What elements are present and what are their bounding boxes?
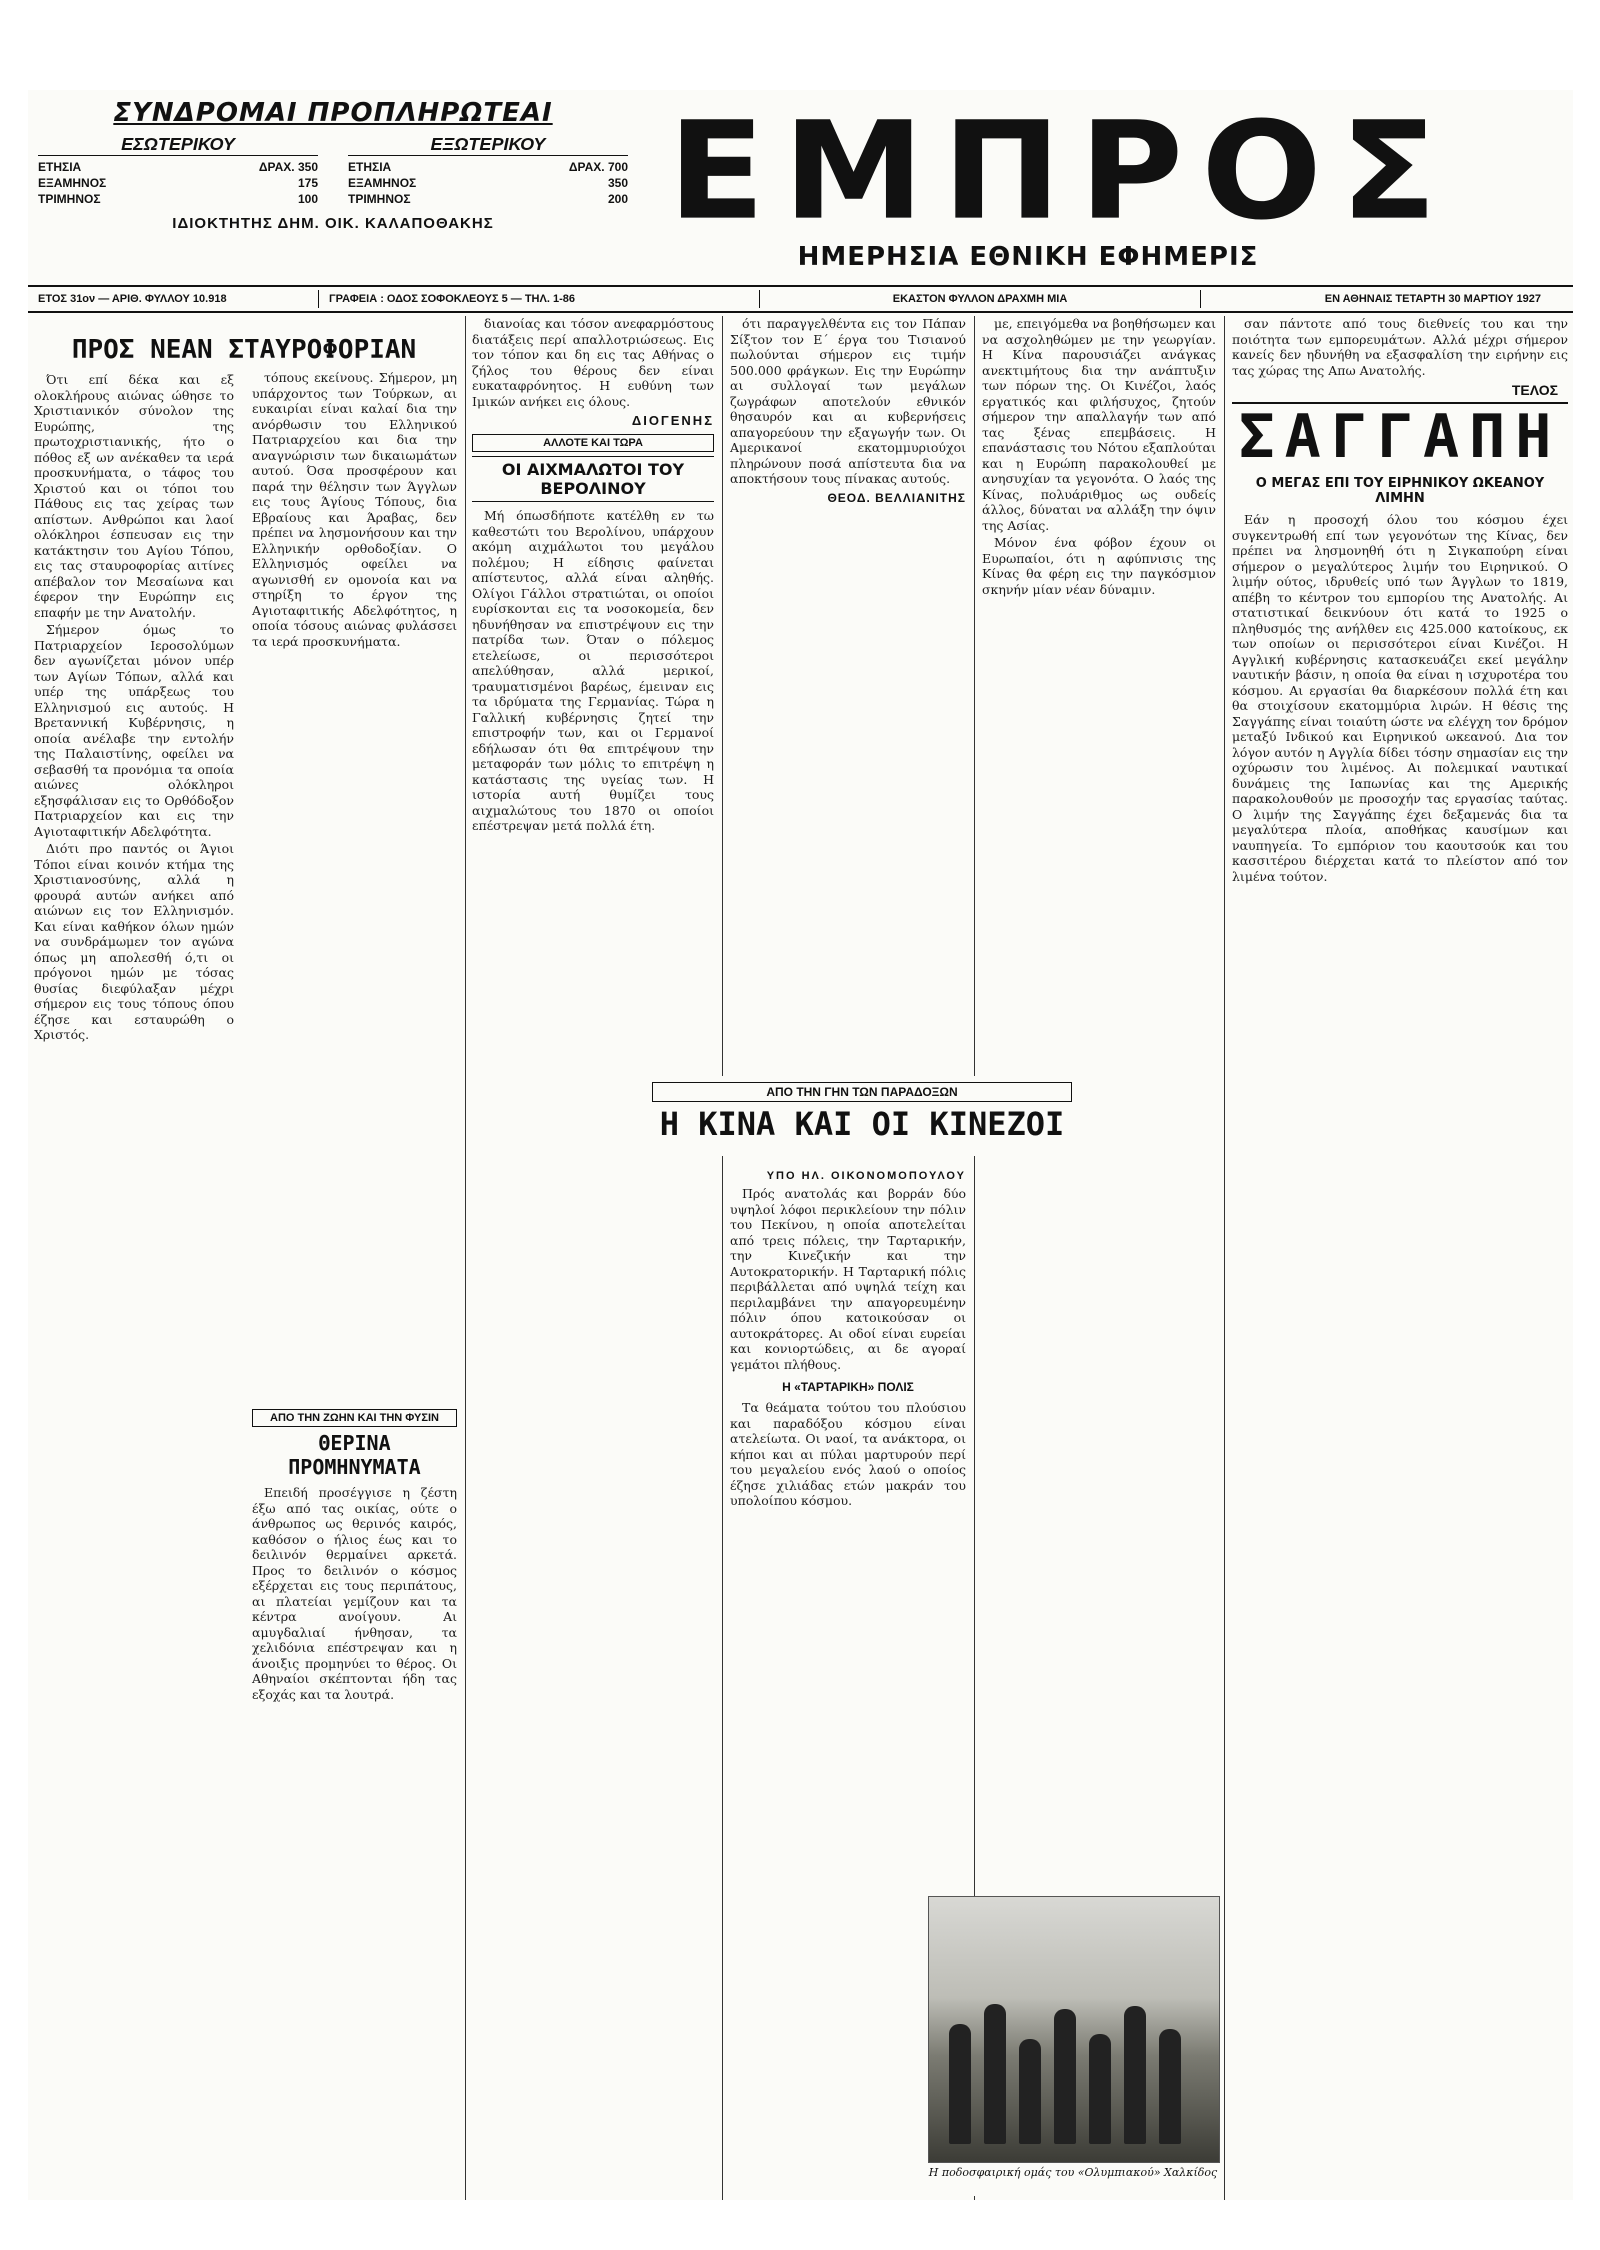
photo-caption: Η ποδοσφαιρική ομάς του «Ολυμπιακού» Χαλκίδος [928,2166,1218,2179]
china-kicker: ΑΠΟ ΤΗΝ ΓΗΝ ΤΩΝ ΠΑΡΑΔΟΞΩΝ [652,1082,1072,1102]
rate-row [38,175,318,191]
end-mark: ΤΕΛΟΣ [1511,382,1558,398]
singapore-headline: ΣΑΓΓΑΠΗ [1232,402,1568,470]
dateline-bar [28,285,1573,313]
rate-price: 200 [607,192,628,206]
newspaper-subtitle: ΗΜΕΡΗΣΙΑ ΕΘΝΙΚΗ ΕΦΗΜΕΡΙΣ [797,242,1259,272]
paragraph: Μή όπωσδήποτε κατέλθη εν τω καθεστώτι του Βερολίνου, υπάρχουν ακόμη αιχμάλωτοι του μεγάλου πολέμου; Η είδησις φαίνεται απίστευτος, αλλά είναι αληθής. Ολίγοι Γάλλοι στρατιώται, οι οποίοι ευρίσκονται εις τα νοσοκομεία, δεν ηδυνήθησαν να επιστρέψουν εις την πατρίδα των. Όταν ο πόλεμος ετελείωσε, οι περισσότεροι απελύθησαν, αλλά μερικοί, τραυματισμένοι βαρέως, έμειναν εις τα ιδρύματα της Γερμανίας. Τώρα η Γαλλική κυβέρνησις ζητεί την επιστροφήν των, και οι Γερμανοί εδήλωσαν ότι θα επιτρέψουν την μεταφοράν των μόλις το επιτρέψη η κατάστασις της υγείας των. Η ιστορία αυτή θυμίζει τους αιχμαλώτους του 1870 οι οποίοι επέστρεψαν μετά πολλά έτη. [472,508,714,833]
offices-address: ΓΡΑΦΕΙΑ : ΟΔΟΣ ΣΟΦΟΚΛΕΟΥΣ 5 — ΤΗΛ. 1-86 [329,293,575,305]
paragraph: Εάν η προσοχή όλου του κόσμου έχει συγκεντρωθή επί των γεγονότων της Κίνας, δεν πρέπει να λησμονηθή ότι η Σιγκαπούρη είναι σήμερον ο μεγαλύτερος λιμήν του Ειρηνικού. Ο λιμήν ούτος, ιδρυθείς υπό των Άγγλων το 1819, απέβη το κέντρον του εμπορίου της Ανατολής. Αι στατιστικαί δεικνύουν ότι κατά το 1925 ο πληθυσμός της ανήλθεν εις 425.000 κατοίκους, εκ των οποίων οι περισσότεροι είναι Κινέζοι. Η Αγγλική κυβέρνησις κατασκευάζει εκεί μεγάλην ναυτικήν βάσιν, η οποία θα είναι η ισχυροτέρα του κόσμου. Αι εργασίαι θα διαρκέσουν πολλά έτη και θα στοιχίσουν εκατομμύρια λιρών. Η θέσις της Σαγγάπης είναι τοιαύτη ώστε να ελέγχη τον δρόμον μεταξύ Ινδικού και Ειρηνικού ωκεανού. Δια τον λόγον αυτόν η Αγγλία δίδει τόσην σημασίαν εις την οχύρωσιν του λιμένος. Αι πολεμικαί ναυτικαί δυνάμεις της Ιαπωνίας και της Αμερικής παρακολουθούν με προσοχήν τας εργασίας ταύτας. Ο λιμήν της Σαγγάπης έχει δεξαμενάς δια τα μεγαλύτερα πλοία, αποθήκας καυσίμων και ναυπηγεία. Το εμπόριον του καουτσούκ και του κασσιτέρου διέρχεται κατά το πλείστον από τον λιμένα τούτον. [1232,512,1568,884]
diogenis-signature: ΔΙΟΓΕΝΗΣ [631,413,714,428]
paragraph: τόπους εκείνους. Σήμερον, μη υπάρχοντος των Τούρκων, αι ευκαιρίαι είναι καλαί δια την ανόρθωσιν του Ελληνικού Πατριαρχείου και δια την αναγνώρισιν των δικαιωμάτων αυτού. Όσα προσφέρουν και παρά την θέλησιν των Άγγλων εις τους Άγίους Τόπους, δια Εβραίους και Άραβας, δεν πρέπει να λησμονήσουν και την Ελληνικήν ορθοδοξίαν. Ο Ελληνισμός οφείλει να αγωνισθή εν ομονοία και να στηρίξη το έργον της Αγιοταφιτικής Αδελφότητος, η οποία τόσους αιώνας φυλάσσει τα ιερά προσκυνήματα. [252,370,457,649]
lead-headline: ΠΡΟΣ ΝΕΑΝ ΣΤΑΥΡΟΦΟΡΙΑΝ [71,335,417,365]
rate-row [38,159,318,175]
paragraph: Πρός ανατολάς και βορράν δύο υψηλοί λόφοι περικλείουν την πόλιν του Πεκίνου, η οποία αποτελείται από τρεις πόλεις, την Ταρταρικήν, την Κινεζικήν και την Αυτοκρατορικήν. Η Ταρταρική πόλις περιβάλλεται από υψηλά τείχη και περιλαμβάνει την απαγορευμένην πόλιν όπου κατοικούσαν οι αυτοκράτορες. Αι οδοί είναι ευρείαι και κονιορτώδεις, αι δε αγοραί γεμάτοι πλήθους. [730,1186,966,1372]
summer-text [252,1485,457,1702]
rate-period: ΕΤΗΣΙΑ [38,160,82,174]
issue-date: ΕΝ ΑΘΗΝΑΙΣ ΤΕΤΑΡΤΗ 30 ΜΑΡΤΙΟΥ 1927 [1324,293,1541,305]
rate-row [38,191,318,207]
summer-headline: ΘΕΡΙΝΑ ΠΡΟΜΗΝΥΜΑΤΑ [288,1431,421,1479]
singapore-text [1232,512,1568,884]
rate-price: 175 [297,176,318,190]
paragraph: ότι παραγγελθέντα εις τον Πάπαν Σίξτον τον Ε΄ έργα του Τισιανού πωλούνται σήμερον εις τιμήν 500.000 φράγκων. Εις την Ευρώπην αι συλλογαί των μεγάλων ζωγράφων αποτελούν εθνικόν θησαυρόν και αι κυβερνήσεις απαγορεύουν την εξαγωγήν των. Οι Αμερικανοί εκατομμυριούχοι πληρώνουν ποσά απίστευτα δια να αποκτήσουν τους πίνακας αυτούς. [730,316,966,486]
col5-more [982,535,1216,597]
rate-period: ΤΡΙΜΗΝΟΣ [348,192,411,206]
summer-section [252,1409,457,1702]
rate-row [348,159,628,175]
paragraph: Σήμερον όμως το Πατριαρχείον Ιεροσολύμων δεν αγωνίζεται μόνον υπέρ των Αγίων Τόπων, αλλά και υπέρ της υπάρξεως του Ελληνισμού εις αυτούς. Η Βρεταννική Κυβέρνησις, η οποία ανέλαβε την εντολήν της Παλαιστίνης, οφείλει να σεβασθή τα προνόμια τα οποία αιώνες ολόκληροι εξησφάλισαν εις το Ορθόδοξον Πατριαρχείον και εις την Αγιοταφιτικήν Αδελφότητα. [34,622,234,839]
china-subhead: Η «ΤΑΡΤΑΡΙΚΗ» ΠΟΛΙΣ [782,1380,914,1394]
paragraph: διανοίας και τόσον ανεφαρμόστους διατάξεις περί απαλλοτριώσεως. Εις τον τόπον και δη εις τας Αθήνας ο ζήλος του θέρους δεν είναι ευκαταφρόνητος. Η ευθύνη των Ιμικών ανήκει εις όλους. [472,316,714,409]
football-team-photo [928,1896,1220,2163]
col5-text [982,316,1216,533]
rate-row [348,191,628,207]
columns [28,316,1573,2200]
column-3 [472,316,714,2200]
prisoners-kicker: ΑΛΛΟΤΕ ΚΑΙ ΤΩΡΑ [472,434,714,452]
photo-block [928,1896,1218,2196]
column-6 [1232,316,1568,2200]
rate-price: 100 [297,192,318,206]
column-2 [252,370,457,2200]
paragraph: σαν πάντοτε από τους διεθνείς του και την ποιότητα των εμπορευμάτων. Αλλά μέχρι σήμερον κανείς δεν ηδυνήθη να εξασφαλίση την ειρήνην εις τας χώρας της Απω Ανατολής. [1232,316,1568,378]
col6-top-text [1232,316,1568,378]
newspaper-page [28,90,1573,2200]
rate-row [348,175,628,191]
rate-period: ΕΤΗΣΙΑ [348,160,392,174]
foreign-label: ΕΞΩΤΕΡΙΚΟΥ [348,134,628,156]
masthead [28,90,1573,305]
rate-period: ΤΡΙΜΗΝΟΣ [38,192,101,206]
paragraph: Διότι προ παντός οι Άγιοι Τόποι είναι κοινόν κτήμα της Χριστιανοσύνης, αλλά η φρουρά αυτών ανήκει από αιώνων εις τον Ελληνισμόν. Και είναι καθήκον όλων ημών να συνδράμωμεν τον αγώνα όπως μη απολεσθή ό,τι οι πρόγονοι ημών με τόσας θυσίας διεφύλαξαν μέχρι σήμερον εις τους τόπους όπου έζησε και εσταυρώθη ο Χριστός. [34,841,234,1042]
rate-period: ΕΞΑΜΗΝΟΣ [38,176,107,190]
paragraph: Τα θεάματα τούτου του πλούσιου και παραδόξου κόσμου είναι ατελείωτα. Οι ναοί, τα ανάκτορα, οι κήποι και αι πύλαι μαρτυρούν περί του μεγαλείου ενός λαού ο οποίος έζησε χιλιάδας ετών μακράν του υπολοίπου κόσμου. [730,1400,966,1508]
summer-kicker: ΑΠΟ ΤΗΝ ΖΩΗΝ ΚΑΙ ΤΗΝ ΦΥΣΙΝ [252,1409,457,1427]
paragraph: Επειδή προσέγγισε η ζέστη έξω από τας οικίας, ούτε ο άνθρωπος ως θερινός καιρός, καθόσον ο ήλιος έως και το δειλινόν θερμαίνει αρκετά. Προς το δειλινόν ο κόσμος εξέρχεται εις τους περιπάτους, αι πλατείαι γεμίζουν και τα κέντρα ανοίγουν. Αι αμυγδαλιαί ήνθησαν, τα χελιδόνια επέστρεψαν και η άνοιξις προμηνύει το θέρος. Οι Αθηναίοι σκέπτονται ήδη τας εξοχάς και τα λουτρά. [252,1485,457,1702]
issue-number: ΕΤΟΣ 31ον — ΑΡΙΘ. ΦΥΛΛΟΥ 10.918 [38,293,227,305]
prisoners-headline: ΟΙ ΑΙΧΜΑΛΩΤΟΙ ΤΟΥ ΒΕΡΟΛΙΝΟΥ [472,456,714,502]
china-text-1 [730,1186,966,1372]
lead-text-3 [34,841,234,1043]
china-byline: ΥΠΟ ΗΛ. ΟΙΚΟΝΟΜΟΠΟΥΛΟΥ [766,1170,966,1182]
paragraph: Ότι επί δέκα και εξ ολοκλήρους αιώνας ώθησε το Χριστιανικόν σύνολον της Ευρώπης, της πρωτοχριστιανικής, ήτο ο πόθος εξ ων ανέκαθεν τα ιερά προσκυνήματα, ο τάφος του Χριστού και οι τόποι του Πάθους εις τας χείρας των απίστων. Ανθρώποι και λαοί ολόκληροι έσπευσαν εις την κατάκτησιν του Αγίου Τόπου, εις τας σταυροφορίας αιτίνες απέβαλον τον Μεσαίωνα και έφερον την Ευρώπην εις επαφήν με την Ανατολήν. [34,372,234,620]
owner-line: ΙΔΙΟΚΤΗΤΗΣ ΔΗΜ. ΟΙΚ. ΚΑΛΑΠΟΘΑΚΗΣ [172,215,494,232]
paragraph: με, επειγόμεθα να βοηθήσωμεν και να ασχοληθώμεν με την γεωργίαν. Η Κίνα παρουσιάζει ανάγκας ανεκτιμήτους δια την ανάπτυξιν των πόρων της. Οι Κινέζοι, λαός εργατικός και φιλήσυχος, ζητούν σήμερον την απαλλαγήν των από τας ξένας επεμβάσεις. Η επανάστασις του Νότου εξαπλούται και η Ευρώπη παρακολουθεί με ανησυχίαν τα γεγονότα. Ο λαός της Κίνας, πολυάριθμος ως ουδείς άλλος, δύναται να αλλάξη την όψιν της Ασίας. [982,316,1216,533]
lead-text-2 [34,622,234,839]
rate-period: ΕΞΑΜΗΝΟΣ [348,176,417,190]
vellianitis-signature: ΘΕΟΔ. ΒΕΛΛΙΑΝΙΤΗΣ [827,490,966,505]
subscription-box [38,98,628,232]
china-headline: Η ΚΙΝΑ ΚΑΙ ΟΙ ΚΙΝΕΖΟΙ [659,1105,1065,1143]
lead-continued [252,370,457,649]
lead-text-1 [34,372,234,620]
price-note: ΕΚΑΣΤΟΝ ΦΥΛΛΟΝ ΔΡΑΧΜΗ ΜΙΑ [892,293,1068,305]
prisoners-text [472,508,714,834]
rate-price: ΔΡΑΧ. 350 [258,160,318,174]
paragraph: Μόνον ένα φόβον έχουν οι Ευρωπαίοι, ότι η αφύπνισις της Κίνας θα φέρη εις την παγκόσμιον σκηνήν μίαν νέαν δύναμιν. [982,535,1216,597]
subscriptions-title: ΣΥΝΔΡΟΜΑΙ ΠΡΟΠΛΗΡΩΤΕΑΙ [113,98,553,128]
china-text-2 [730,1400,966,1509]
col3-top-text [472,316,714,409]
domestic-rates [38,134,318,207]
domestic-label: ΕΣΩΤΕΡΙΚΟΥ [38,134,318,156]
singapore-subhead: Ο ΜΕΓΑΣ ΕΠΙ ΤΟΥ ΕΙΡΗΝΙΚΟΥ ΩΚΕΑΝΟΥ ΛΙΜΗΝ [1255,476,1545,506]
rate-price: ΔΡΑΧ. 700 [568,160,628,174]
rate-price: 350 [607,176,628,190]
newspaper-title: ΕΜΠΡΟΣ [668,93,1455,250]
col4-top-text [730,316,966,487]
foreign-rates [348,134,628,207]
